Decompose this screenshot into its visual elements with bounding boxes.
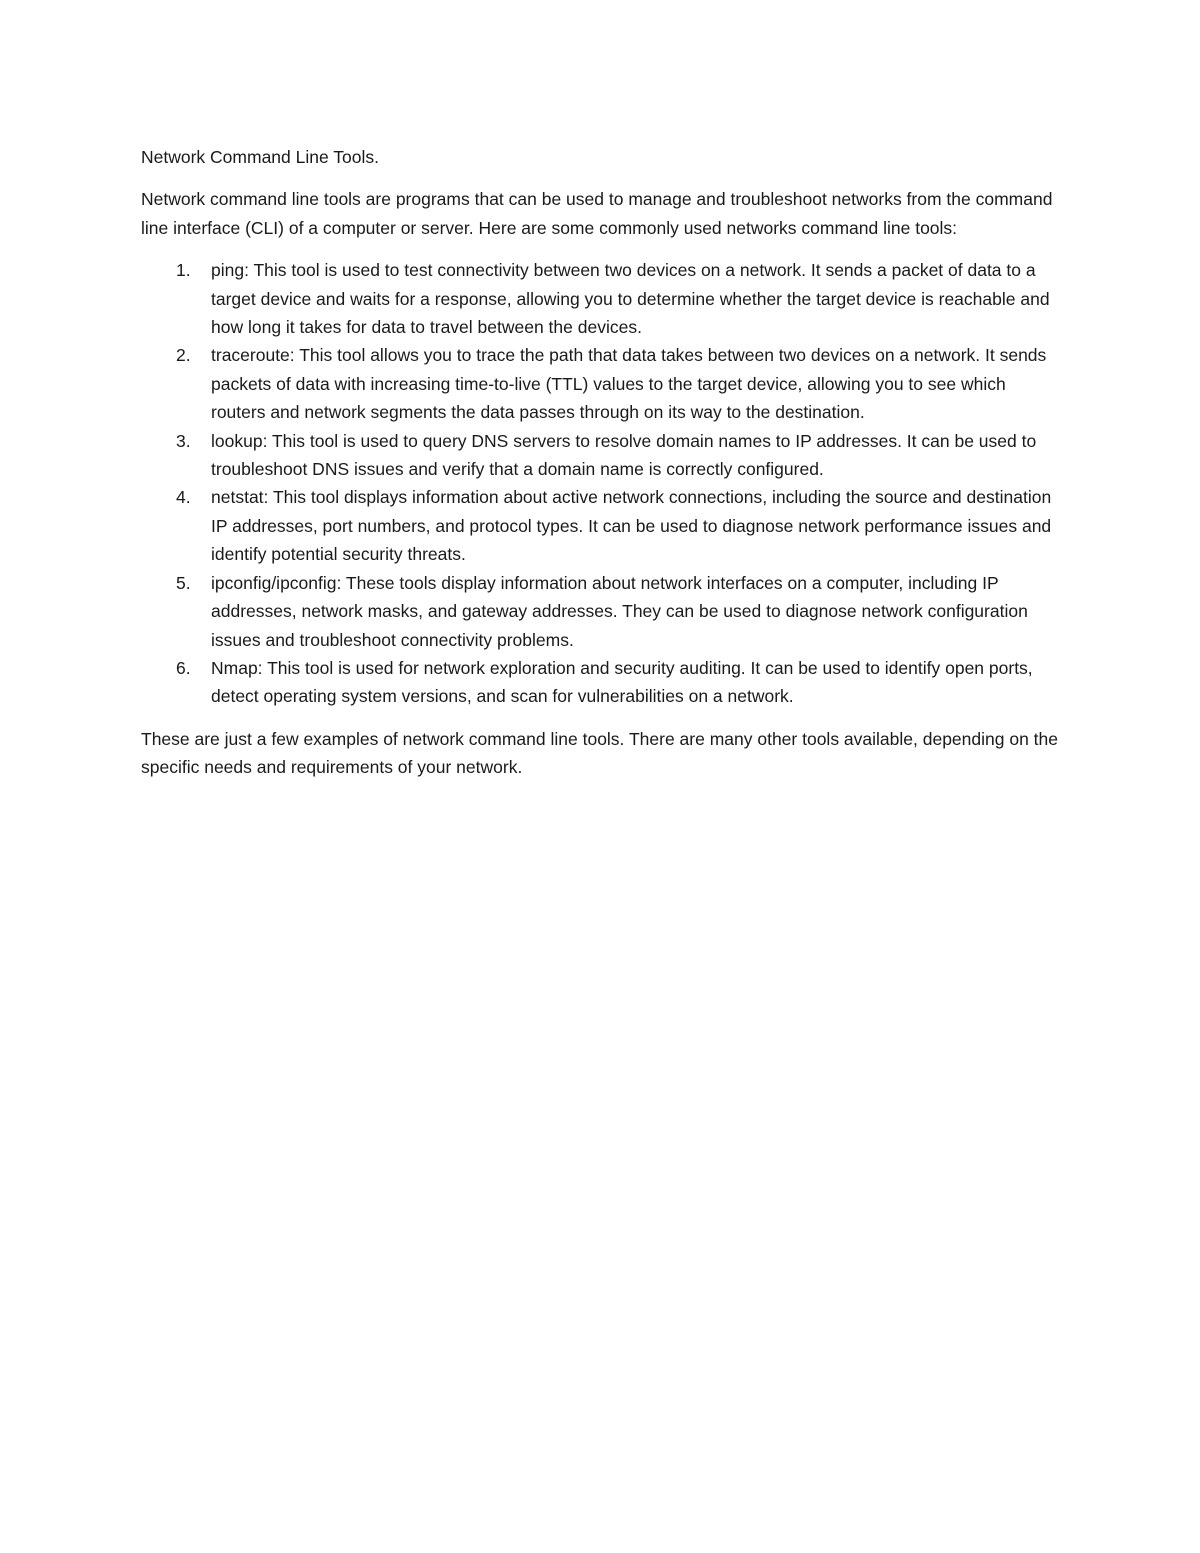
intro-paragraph: Network command line tools are programs that can be used to manage and troubleshoot networks from the command line interface (CLI) of a computer or server. Here are some commonly used networks command line tools: [141, 189, 1053, 238]
list-item-number: 3. [176, 430, 191, 451]
list-item [141, 654, 1061, 711]
list-item-text: ping: This tool is used to test connectivity between two devices on a network. It sends a packet of data to a target device and waits for a response, allowing you to determine whether the target device is reachable and how long it takes for data to travel between the devices. [211, 260, 1050, 338]
tool-list [141, 256, 1061, 711]
document-body [141, 143, 1061, 782]
closing-paragraph: These are just a few examples of network command line tools. There are many other tools available, depending on the specific needs and requirements of your network. [141, 728, 1058, 778]
list-item [141, 569, 1061, 654]
list-item-number: 2. [176, 345, 191, 366]
list-item-text: ipconfig/ipconfig: These tools display information about network interfaces on a computer, including IP addresses, network masks, and gateway addresses. They can be used to diagnose network configuration issues and troubleshoot connectivity problems. [211, 572, 1028, 650]
list-item-number: 6. [176, 657, 191, 678]
list-item-text: netstat: This tool displays information about active network connections, including the source and destination IP addresses, port numbers, and protocol types. It can be used to diagnose network performance issues and identify potential security threats. [211, 487, 1052, 565]
list-item [141, 427, 1061, 484]
list-item [141, 256, 1061, 341]
list-item-number: 4. [176, 487, 191, 508]
list-item [141, 483, 1061, 568]
list-item-text: traceroute: This tool allows you to trace the path that data takes between two devices on a network. It sends packets of data with increasing time-to-live (TTL) values to the target device, allowing you to see which routers and network segments the data passes through on its way to the destination. [211, 345, 1047, 423]
list-item-number: 5. [176, 572, 191, 593]
document-title: Network Command Line Tools. [141, 147, 379, 167]
list-item-text: Nmap: This tool is used for network exploration and security auditing. It can be used to identify open ports, detect operating system versions, and scan for vulnerabilities on a network. [211, 657, 1033, 707]
list-item-number: 1. [176, 260, 191, 281]
list-item [141, 341, 1061, 426]
list-item-text: lookup: This tool is used to query DNS servers to resolve domain names to IP addresses. It can be used to troubleshoot DNS issues and verify that a domain name is correctly configured. [211, 430, 1037, 480]
